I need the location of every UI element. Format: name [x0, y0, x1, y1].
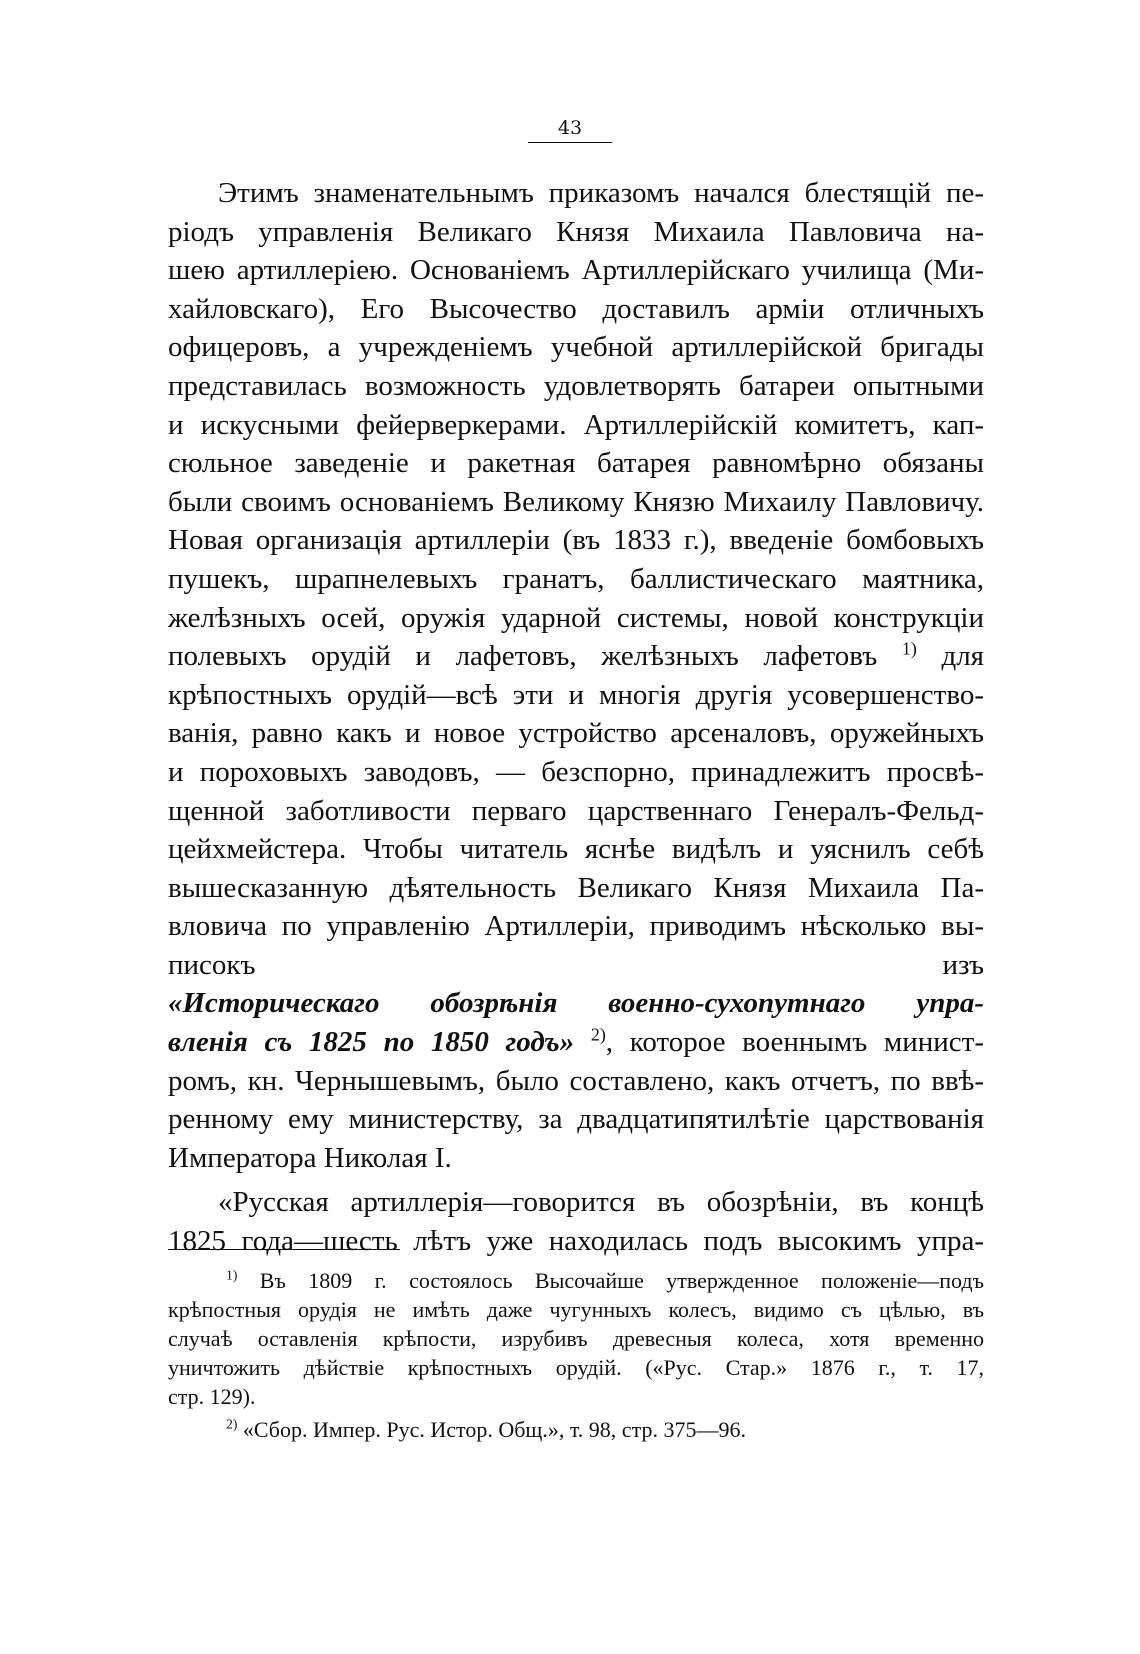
text-segment: Въ 1809 г. состоялось Высочайше утвержденное положеніе—подъ [259, 1268, 984, 1293]
text-line: щенной заботливости перваго царственнаго Генералъ-Фельд- [168, 794, 984, 827]
text-line: шею артиллеріею. Основаніемъ Артиллерійскаго училища (Ми- [168, 254, 984, 287]
footnote-ref-2: 2) [590, 1024, 606, 1045]
text-segment: для [941, 640, 985, 673]
text-line: и пороховыхъ заводовъ, — безспорно, принадлежитъ просвѣ- [168, 755, 984, 788]
text-segment: полевыхъ орудій и лафетовъ, желѣзныхъ лафетовъ [168, 640, 878, 673]
footnote-line: стр. 129). [168, 1384, 256, 1409]
text-line: хайловскаго), Его Высочество доставилъ арміи отличныхъ [168, 292, 984, 325]
text-line [168, 946, 984, 1023]
text-line: пушекъ, шрапнелевыхъ гранатъ, баллистическаго маятника, [168, 562, 984, 595]
text-line: Императора Николая I. [168, 1141, 452, 1174]
text-line: крѣпостныхъ орудій—всѣ эти и многія другія усовершенство- [168, 678, 984, 711]
text-line: вловича по управленію Артиллеріи, приводимъ нѣсколько вы- [168, 910, 984, 943]
text-line: и искусными фейерверкерами. Артиллерійскій комитетъ, кап- [168, 408, 984, 441]
body-text [168, 174, 984, 1261]
text-line: представилась возможность удовлетворять батареи опытными [168, 369, 984, 402]
text-line [168, 1023, 984, 1062]
footnote-line [168, 1415, 984, 1444]
footnote-line [168, 1266, 984, 1295]
cited-title: «Историческаго обозрѣнія военно-сухопутнаго упра- [168, 987, 984, 1020]
cited-title: вленія съ 1825 по 1850 годъ» [168, 1026, 575, 1059]
footnote-marker-2: 2) [226, 1416, 238, 1432]
text-line: ромъ, кн. Чернышевымъ, было составлено, какъ отчетъ, по ввѣ- [168, 1064, 984, 1097]
text-line: ванія, равно какъ и новое устройство арсеналовъ, оружейныхъ [168, 717, 984, 750]
text-line: офицеровъ, а учрежденіемъ учебной артиллерійской бригады [168, 331, 984, 364]
text-line: были своимъ основаніемъ Великому Князю Михаилу Павловичу. [168, 485, 984, 518]
text-line: ренному ему министерству, за двадцатипятилѣтіе царствованія [168, 1103, 984, 1136]
text-segment: «Сбор. Импер. Рус. Истор. Общ.», т. 98, стр. 375—96. [242, 1417, 746, 1442]
text-line: желѣзныхъ осей, оружія ударной системы, новой конструкціи [168, 601, 984, 634]
text-line: цейхмейстера. Чтобы читатель яснѣе видѣлъ и уяснилъ себѣ [168, 833, 984, 866]
footnote-line: крѣпостныя орудія не имѣть даже чугунныхъ колесъ, видимо съ цѣлью, въ [168, 1297, 984, 1322]
text-line: сюльное заведеніе и ракетная батарея равномѣрно обязаны [168, 447, 984, 480]
footnote-divider [168, 1249, 400, 1250]
text-line: Новая организація артиллеріи (въ 1833 г.), введеніе бомбовыхъ [168, 524, 984, 557]
text-segment: писокъ изъ [168, 948, 984, 981]
text-line: ріодъ управленія Великаго Князя Михаила Павловича на- [168, 215, 984, 248]
footnotes [168, 1266, 984, 1444]
text-line: вышесказанную дѣятельность Великаго Князя Михаила Па- [168, 871, 984, 904]
text-segment: , которое военнымъ минист- [605, 1026, 985, 1059]
footnote-marker-1: 1) [226, 1267, 238, 1283]
footnote-line: случаѣ оставленія крѣпости, изрубивъ древесныя колеса, хотя временно [168, 1326, 984, 1351]
text-line [168, 637, 984, 676]
footnote-ref-1: 1) [901, 638, 917, 659]
text-line: «Русская артиллерія—говорится въ обозрѣніи, въ концѣ [218, 1186, 984, 1219]
text-line: Этимъ знаменательнымъ приказомъ начался блестящій пе- [218, 177, 984, 209]
footnote-line: уничтожить дѣйствіе крѣпостныхъ орудій. («Рус. Стар.» 1876 г., т. 17, [168, 1355, 984, 1380]
text-line: 1825 года—шесть лѣтъ уже находилась подъ высокимъ упра- [168, 1225, 984, 1258]
page-number: 43 [528, 116, 612, 143]
